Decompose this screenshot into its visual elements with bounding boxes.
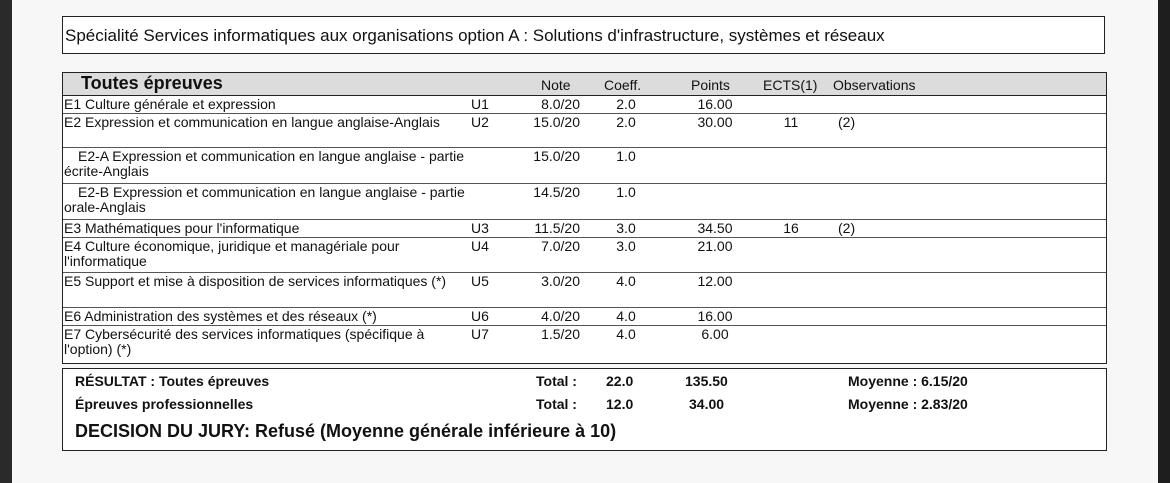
row-unit: U2 <box>471 114 489 130</box>
row-ects: 16 <box>783 220 799 236</box>
row-coeff: 4.0 <box>616 326 636 342</box>
row-note: 4.0/20 <box>541 308 580 324</box>
row-note: 15.0/20 <box>533 114 580 130</box>
table-row <box>63 307 1106 326</box>
row-coeff: 1.0 <box>616 148 636 164</box>
row-points: 16.00 <box>697 308 733 324</box>
row-points: 12.00 <box>697 273 733 289</box>
specialty-box <box>62 16 1105 54</box>
result-pro-label: Épreuves professionnelles <box>75 396 254 412</box>
row-note: 1.5/20 <box>541 326 580 342</box>
table-row <box>63 147 1106 184</box>
result-pro-average: Moyenne : 2.83/20 <box>848 396 968 412</box>
result-box <box>62 368 1107 451</box>
table-row <box>63 325 1106 362</box>
result-all-coeff: 22.0 <box>606 373 634 389</box>
result-all-label: RÉSULTAT : Toutes épreuves <box>75 373 270 389</box>
result-all-average: Moyenne : 6.15/20 <box>848 373 968 389</box>
row-observations: (2) <box>838 114 856 130</box>
table-row <box>63 95 1106 114</box>
row-note: 3.0/20 <box>541 273 580 289</box>
table-header <box>63 73 1106 96</box>
result-all-points: 135.50 <box>685 373 728 389</box>
row-coeff: 3.0 <box>616 220 636 236</box>
left-edge <box>0 0 12 483</box>
row-unit: U1 <box>471 96 489 112</box>
row-label: E4 Culture économique, juridique et managériale pour l'informatique <box>64 238 400 269</box>
row-points: 21.00 <box>697 238 733 254</box>
row-points: 6.00 <box>701 326 729 342</box>
row-label: E2-A Expression et communication en langue anglaise - partie écrite-Anglais <box>64 148 464 179</box>
row-points: 16.00 <box>697 96 733 112</box>
row-label: E2-B Expression et communication en langue anglaise - partie orale-Anglais <box>64 184 465 215</box>
document-page <box>12 0 1158 483</box>
row-unit: U4 <box>471 238 489 254</box>
row-label: E5 Support et mise à disposition de services informatiques (*) <box>64 273 447 289</box>
table-row <box>63 219 1106 238</box>
jury-decision: DECISION DU JURY: Refusé (Moyenne générale inférieure à 10) <box>75 421 617 441</box>
table-row <box>63 237 1106 273</box>
row-coeff: 4.0 <box>616 273 636 289</box>
row-coeff: 4.0 <box>616 308 636 324</box>
result-pro-coeff: 12.0 <box>606 396 634 412</box>
result-pro-total-label: Total : <box>536 396 577 412</box>
row-label: E2 Expression et communication en langue anglaise-Anglais <box>64 114 440 130</box>
row-points: 34.50 <box>697 220 733 236</box>
row-label: E6 Administration des systèmes et des réseaux (*) <box>64 308 377 324</box>
header-observations: Observations <box>833 77 916 93</box>
row-note: 7.0/20 <box>541 238 580 254</box>
row-note: 14.5/20 <box>533 184 580 200</box>
row-label: E3 Mathématiques pour l'informatique <box>64 220 300 236</box>
row-observations: (2) <box>838 220 856 236</box>
header-note: Note <box>541 77 571 93</box>
table-title: Toutes épreuves <box>81 73 223 93</box>
row-points: 30.00 <box>697 114 733 130</box>
header-points: Points <box>691 77 730 93</box>
table-row <box>63 183 1106 220</box>
row-unit: U6 <box>471 308 489 324</box>
header-ects: ECTS(1) <box>763 77 818 93</box>
row-unit: U5 <box>471 273 489 289</box>
table-row <box>63 113 1106 148</box>
row-note: 8.0/20 <box>541 96 580 112</box>
result-all-total-label: Total : <box>536 373 577 389</box>
row-note: 11.5/20 <box>534 220 580 236</box>
row-unit: U7 <box>471 326 489 342</box>
row-coeff: 3.0 <box>616 238 636 254</box>
specialty-title: Spécialité Services informatiques aux organisations option A : Solutions d'infrastructure, systèmes et réseaux <box>65 26 885 45</box>
row-coeff: 2.0 <box>616 114 636 130</box>
row-ects: 11 <box>783 114 799 130</box>
row-coeff: 1.0 <box>616 184 636 200</box>
table-row <box>63 272 1106 308</box>
row-unit: U3 <box>471 220 489 236</box>
header-coeff: Coeff. <box>604 77 642 93</box>
row-note: 15.0/20 <box>533 148 580 164</box>
result-pro-points: 34.00 <box>689 396 725 412</box>
right-edge <box>1158 0 1170 483</box>
row-coeff: 2.0 <box>616 96 636 112</box>
row-label: E7 Cybersécurité des services informatiques (spécifique à l'option) (*) <box>64 326 425 357</box>
row-label: E1 Culture générale et expression <box>64 96 276 112</box>
grades-table <box>62 72 1107 364</box>
